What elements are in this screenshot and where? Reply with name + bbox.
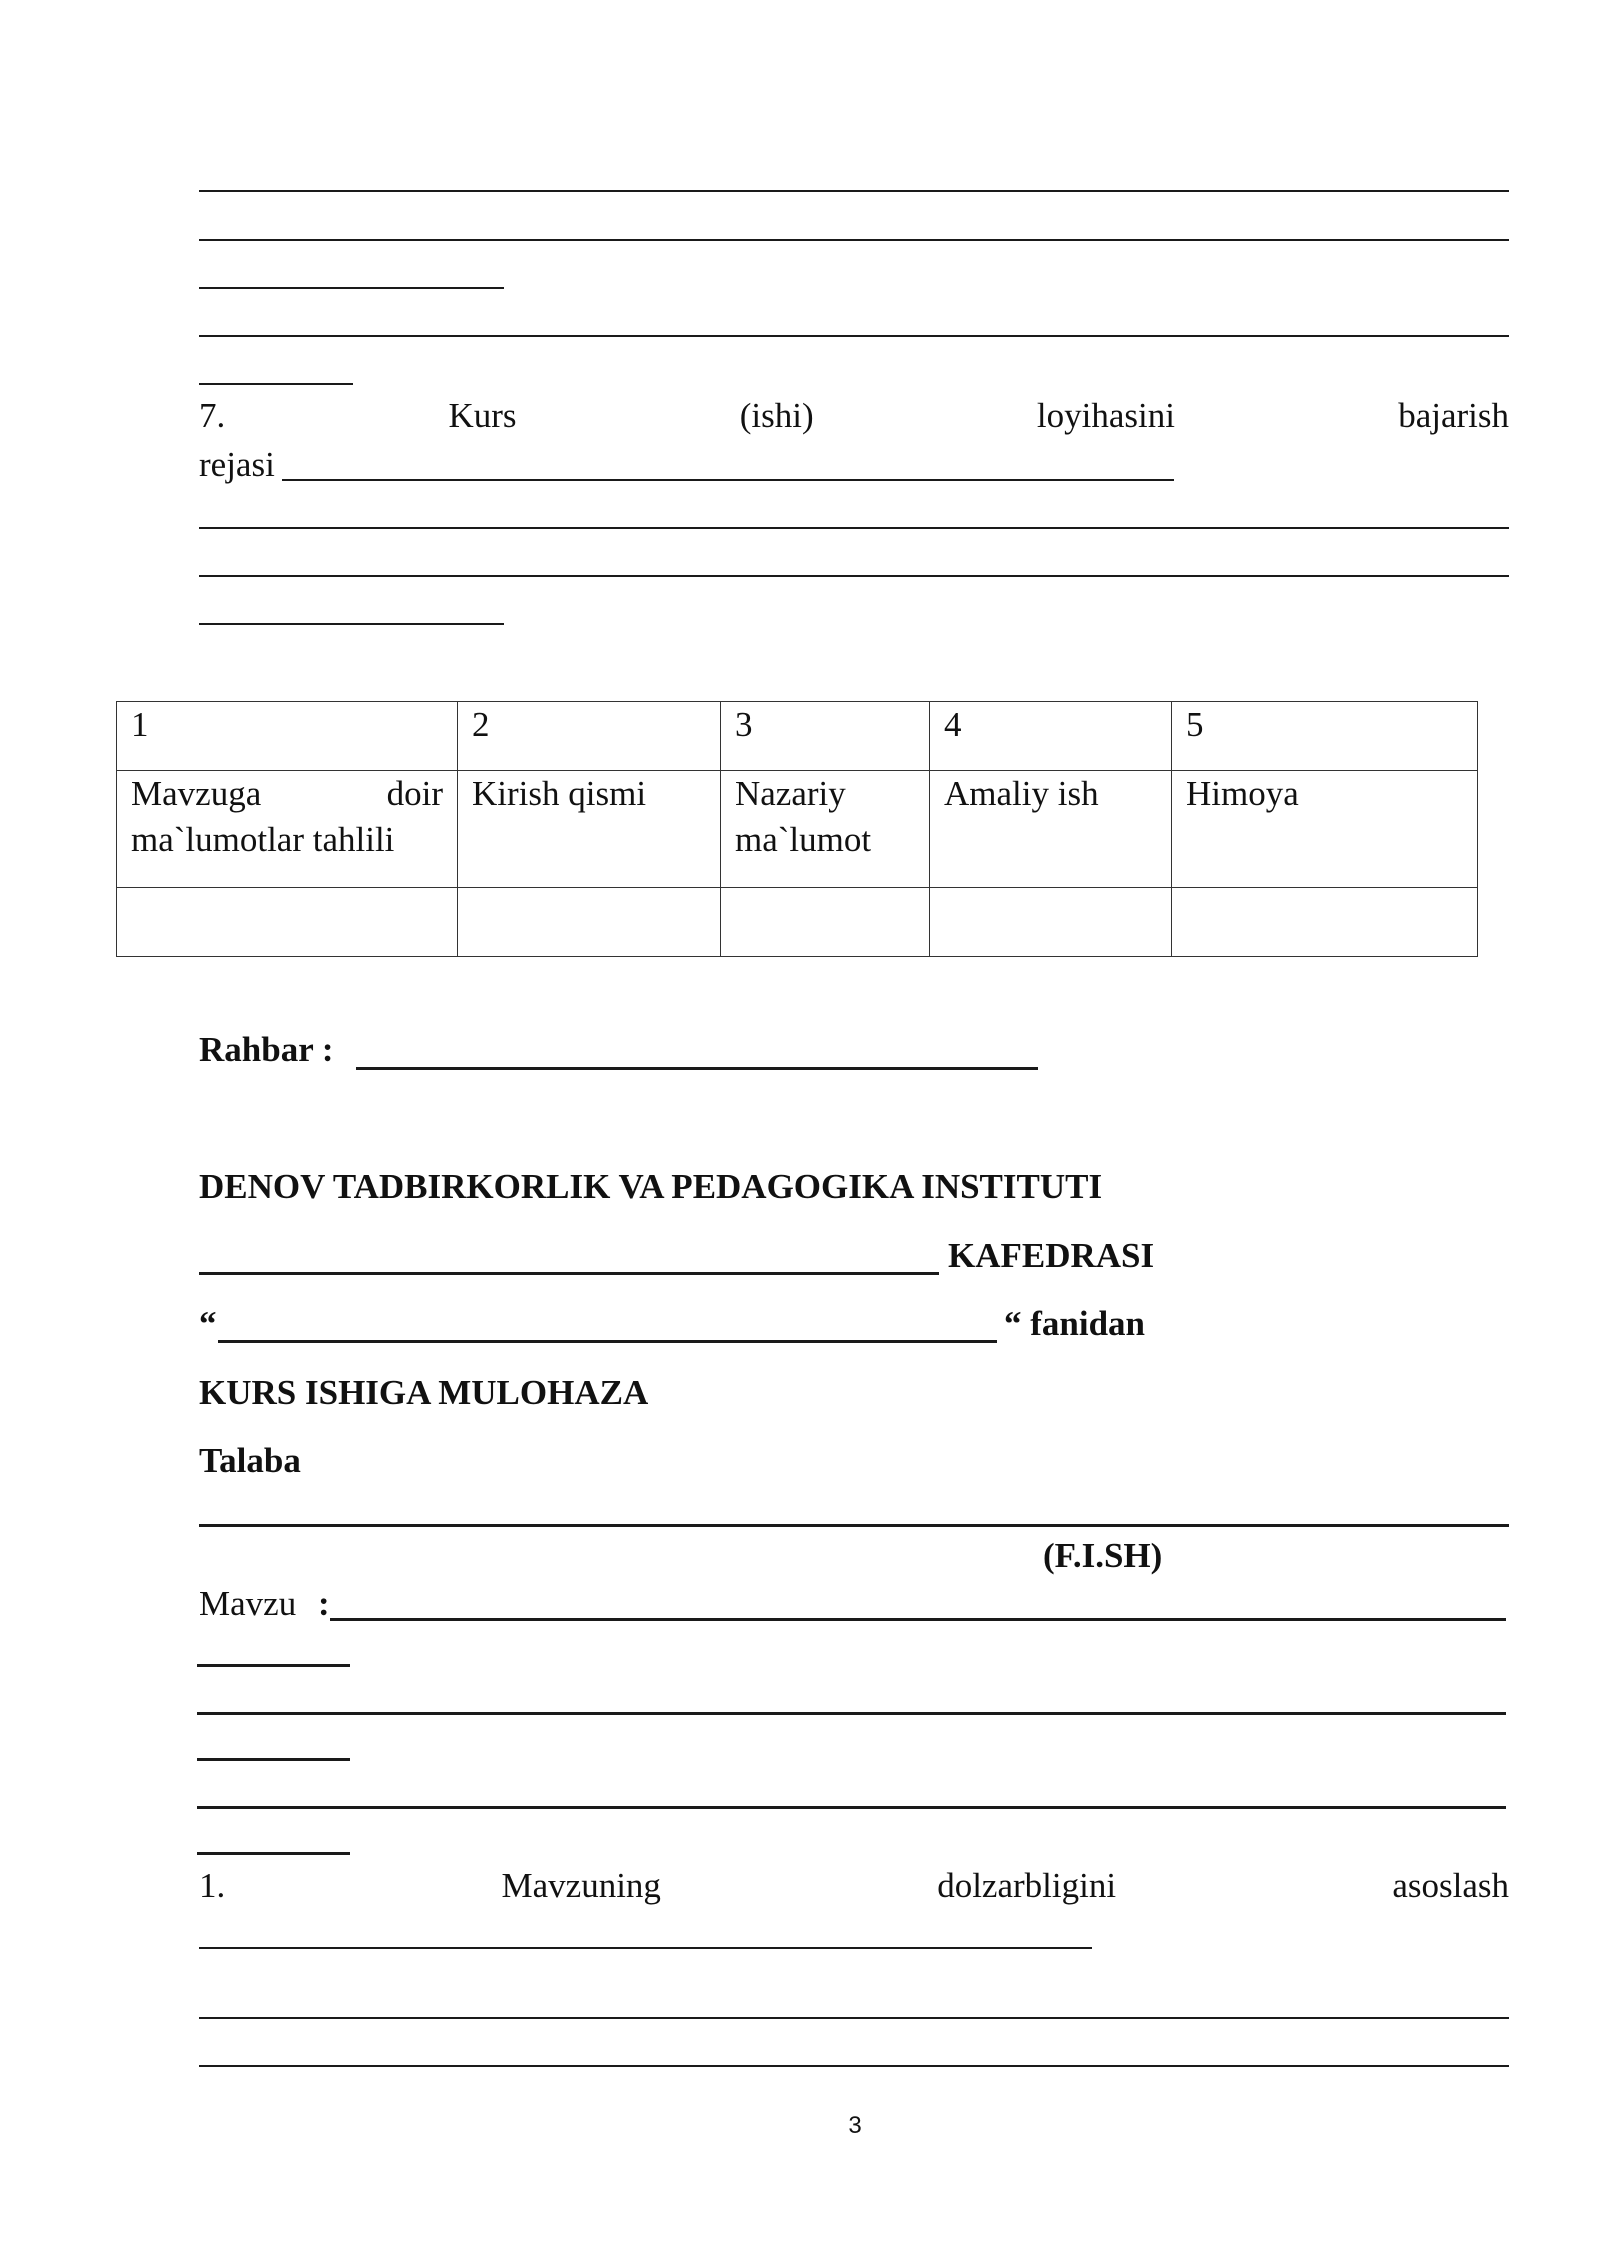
fanidan-label: “ fanidan xyxy=(1004,1304,1146,1343)
plan-table-cell[interactable] xyxy=(458,888,721,957)
section-7-word: loyihasini xyxy=(1036,396,1175,435)
plan-stage-label: doir xyxy=(386,774,443,813)
section-1-word: asoslash xyxy=(1392,1866,1509,1905)
section-1-heading xyxy=(199,1866,1509,1906)
plan-table-cell xyxy=(117,771,458,888)
topic-line[interactable] xyxy=(330,1618,1506,1621)
topic-line[interactable] xyxy=(197,1852,350,1855)
student-name-line[interactable] xyxy=(199,1524,1509,1527)
plan-table-cell: 4 xyxy=(930,702,1172,771)
subject-name-line[interactable] xyxy=(218,1340,997,1343)
section-1-word: dolzarbligini xyxy=(937,1866,1117,1905)
plan-table-cell[interactable] xyxy=(721,888,930,957)
blank-line xyxy=(199,190,1509,192)
blank-line xyxy=(199,239,1509,241)
plan-table xyxy=(116,701,1478,957)
plan-table-cell: 1 xyxy=(117,702,458,771)
blank-line xyxy=(199,2065,1509,2067)
plan-table-cell xyxy=(721,771,930,888)
plan-table-cell[interactable] xyxy=(930,888,1172,957)
topic-line[interactable] xyxy=(197,1758,350,1761)
plan-table-cell: 5 xyxy=(1172,702,1478,771)
plan-table-cell xyxy=(930,771,1172,888)
plan-stage-label: ma`lumotlar tahlili xyxy=(131,820,395,859)
section-7-word: Kurs xyxy=(448,396,517,435)
plan-table-cell[interactable] xyxy=(1172,888,1478,957)
plan-stage-label: ma`lumot xyxy=(735,820,872,859)
fish-label: (F.I.SH) xyxy=(1043,1536,1163,1575)
fanidan-open-quote: “ xyxy=(199,1304,217,1343)
kafedrasi-label: KAFEDRASI xyxy=(948,1236,1155,1275)
kafedra-name-line[interactable] xyxy=(199,1272,939,1275)
section-7-rejasi: rejasi xyxy=(199,445,275,484)
plan-table-cell: 3 xyxy=(721,702,930,771)
section-1-number: 1. xyxy=(199,1866,226,1905)
blank-line xyxy=(199,287,504,289)
topic-line[interactable] xyxy=(197,1664,350,1667)
rahbar-label: Rahbar : xyxy=(199,1030,334,1069)
section-7-word: bajarish xyxy=(1398,396,1509,435)
talaba-label: Talaba xyxy=(199,1441,301,1480)
plan-table-cell xyxy=(1172,771,1478,888)
blank-line xyxy=(282,479,1174,481)
plan-stage-label: Kirish qismi xyxy=(472,774,647,813)
plan-stage-label: Amaliy ish xyxy=(944,774,1099,813)
plan-stage-label: Nazariy xyxy=(735,774,846,813)
mavzu-colon: : xyxy=(318,1584,330,1623)
plan-table-cell[interactable] xyxy=(117,888,458,957)
review-title: KURS ISHIGA MULOHAZA xyxy=(199,1373,649,1412)
page-number: 3 xyxy=(848,2112,862,2139)
section-7-heading xyxy=(199,396,1509,436)
blank-line xyxy=(199,623,504,625)
blank-line xyxy=(199,527,1509,529)
blank-line xyxy=(199,2017,1509,2019)
topic-line[interactable] xyxy=(197,1806,1506,1809)
mavzu-label: Mavzu xyxy=(199,1584,297,1623)
plan-stage-label: Himoya xyxy=(1186,774,1299,813)
plan-table-empty-row xyxy=(117,888,1478,957)
plan-stage-label: Mavzuga xyxy=(131,774,262,813)
section-7-word: (ishi) xyxy=(739,396,814,435)
plan-table-label-row xyxy=(117,771,1478,888)
blank-line xyxy=(199,335,1509,337)
section-1-word: Mavzuning xyxy=(501,1866,661,1905)
plan-table-number-row xyxy=(117,702,1478,771)
blank-line xyxy=(199,383,353,385)
institute-name: DENOV TADBIRKORLIK VA PEDAGOGIKA INSTITUTI xyxy=(199,1167,1103,1206)
plan-table-cell: 2 xyxy=(458,702,721,771)
blank-line xyxy=(199,1947,1092,1949)
blank-line xyxy=(199,575,1509,577)
topic-line[interactable] xyxy=(197,1712,1506,1715)
rahbar-signature-line[interactable] xyxy=(356,1067,1038,1070)
section-7-number: 7. xyxy=(199,396,226,435)
plan-table-cell xyxy=(458,771,721,888)
